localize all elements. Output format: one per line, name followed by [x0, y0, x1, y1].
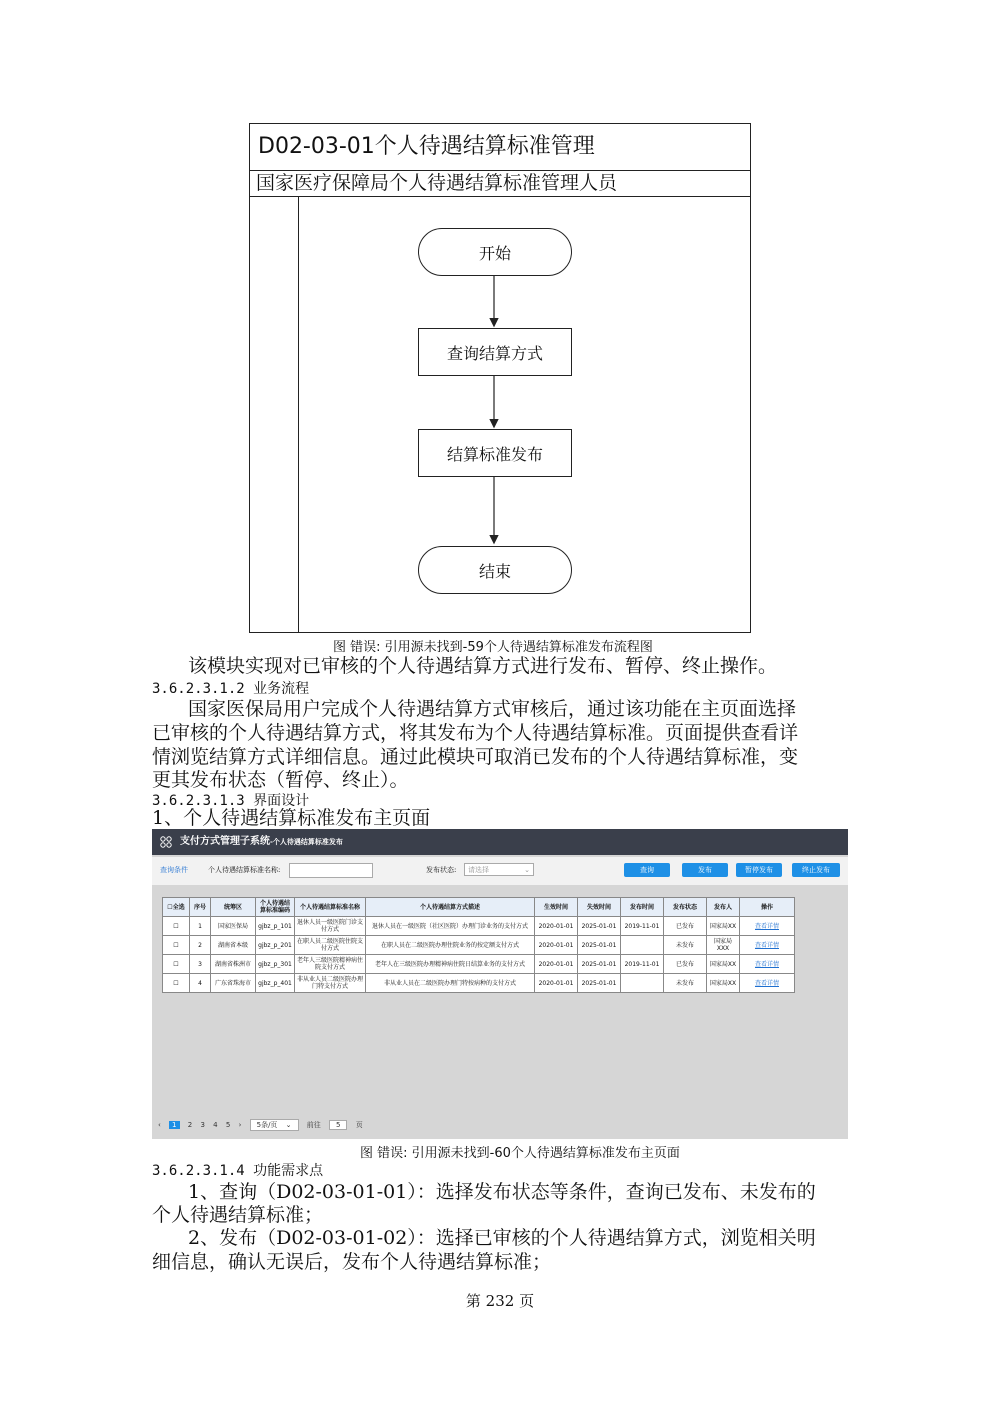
func-line2: 个人待遇结算标准；	[152, 1204, 324, 1226]
flowchart-title: D02-03-01个人待遇结算标准管理	[250, 124, 750, 171]
row-checkbox[interactable]: ☐	[163, 974, 190, 993]
view-details-link[interactable]: 查看详情	[740, 974, 795, 993]
name-input[interactable]	[289, 863, 373, 878]
app-logo-icon	[160, 836, 172, 848]
cell: 退休人员一级医院门诊支付方式	[295, 917, 366, 936]
pause-publish-button[interactable]: 暂停发布	[736, 863, 782, 877]
cell: 2	[190, 936, 211, 955]
publish-button[interactable]: 发布	[682, 863, 728, 877]
cell: 国家局XXX	[707, 936, 740, 955]
figure-caption-60: 图 错误: 引用源未找到-60个人待遇结算标准发布主页面	[360, 1146, 680, 1161]
header-publisher: 发布人	[707, 898, 740, 917]
para2-line3: 情浏览结算方式详细信息。通过此模块可取消已发布的个人待遇结算标准，变	[152, 746, 799, 768]
cell: 2020-01-01	[535, 955, 578, 974]
prev-page-icon[interactable]: ‹	[158, 1121, 161, 1129]
header-code: 个人待遇结算标准编码	[256, 898, 295, 917]
cell	[621, 936, 664, 955]
view-details-link[interactable]: 查看详情	[740, 917, 795, 936]
header-name: 个人待遇结算标准名称	[295, 898, 366, 917]
para2-line1: 国家医保局用户完成个人待遇结算方式审核后，通过该功能在主页面选择	[188, 698, 797, 720]
cell: 2020-01-01	[535, 974, 578, 993]
chevron-down-icon: ⌄	[524, 866, 530, 874]
cell: 国家局XX	[707, 955, 740, 974]
goto-label: 前往	[306, 1121, 321, 1129]
flowchart	[249, 123, 751, 633]
para2-line2: 已审核的个人待遇结算方式，将其发布为个人待遇结算标准。页面提供查看详	[152, 722, 799, 744]
view-details-link[interactable]: 查看详情	[740, 936, 795, 955]
ui-item1: 1、个人待遇结算标准发布主页面	[152, 807, 431, 829]
cell: 4	[190, 974, 211, 993]
table-row	[163, 917, 795, 936]
row-checkbox[interactable]: ☐	[163, 936, 190, 955]
cell: 老年人三级医院精神病住院支付方式	[295, 955, 366, 974]
page-3[interactable]: 3	[200, 1121, 205, 1129]
select-all-header[interactable]: ☐全选	[163, 898, 190, 917]
heading-business-flow: 3.6.2.3.1.2 业务流程	[152, 681, 310, 697]
header-region: 统筹区	[211, 898, 256, 917]
table-header-row	[163, 898, 795, 917]
cell: gjbz_p_301	[256, 955, 295, 974]
status-label: 发布状态:	[426, 866, 457, 874]
goto-input[interactable]: 5	[329, 1120, 347, 1130]
page-size-select[interactable]: 5条/页 ⌄	[250, 1119, 299, 1131]
cell: 国家局XX	[707, 974, 740, 993]
cell: 2019-11-01	[621, 917, 664, 936]
header-status: 发布状态	[664, 898, 707, 917]
table-row	[163, 974, 795, 993]
cell: 已发布	[664, 955, 707, 974]
node-query: 查询结算方式	[418, 328, 572, 376]
header-index: 序号	[190, 898, 211, 917]
heading-func-req: 3.6.2.3.1.4 功能需求点	[152, 1163, 324, 1179]
func-line4: 细信息，确认无误后，发布个人待遇结算标准；	[152, 1251, 552, 1273]
view-details-link[interactable]: 查看详情	[740, 955, 795, 974]
query-label: 查询条件	[160, 866, 188, 874]
para2-line4: 更其发布状态（暂停、终止）。	[152, 769, 409, 791]
cell: 湖南省本级	[211, 936, 256, 955]
cell: 2025-01-01	[578, 917, 621, 936]
page-5[interactable]: 5	[225, 1121, 231, 1129]
node-start: 开始	[418, 228, 572, 276]
cell: 3	[190, 955, 211, 974]
cell: 2020-01-01	[535, 917, 578, 936]
cell: 2019-11-01	[621, 955, 664, 974]
standards-table	[162, 897, 795, 993]
node-publish: 结算标准发布	[418, 429, 572, 477]
func-line3: 2、发布（D02-03-01-02）：选择已审核的个人待遇结算方式，浏览相关明	[188, 1227, 816, 1249]
cell: 在职人员在二级医院办理住院业务的按定额支付方式	[366, 936, 535, 955]
pagination	[158, 1119, 369, 1131]
next-page-icon[interactable]: ›	[238, 1121, 242, 1129]
header-effective: 生效时间	[535, 898, 578, 917]
cell: 非从业人员二级医院办理门特支付方式	[295, 974, 366, 993]
ui-screenshot	[152, 829, 848, 1139]
func-line1: 1、查询（D02-03-01-01）：选择发布状态等条件，查询已发布、未发布的	[188, 1181, 816, 1203]
status-select[interactable]: 请选择 ⌄	[464, 863, 534, 876]
figure-caption-59: 图 错误: 引用源未找到-59个人待遇结算标准发布流程图	[333, 640, 653, 655]
cell: 1	[190, 917, 211, 936]
cell: 退休人员在一级医院（社区医院）办理门诊业务的支付方式	[366, 917, 535, 936]
cell: gjbz_p_401	[256, 974, 295, 993]
page-4[interactable]: 4	[213, 1121, 218, 1129]
cell: 国家医保局	[211, 917, 256, 936]
cell: 2025-01-01	[578, 974, 621, 993]
row-checkbox[interactable]: ☐	[163, 917, 190, 936]
page-1[interactable]: 1	[169, 1121, 179, 1129]
node-end: 结束	[418, 546, 572, 594]
cell: 湖南省株洲市	[211, 955, 256, 974]
cell: 广东省珠海市	[211, 974, 256, 993]
cell: 2020-01-01	[535, 936, 578, 955]
cell: gjbz_p_201	[256, 936, 295, 955]
table-row	[163, 936, 795, 955]
page-2[interactable]: 2	[187, 1121, 193, 1129]
stop-publish-button[interactable]: 终止发布	[792, 863, 840, 877]
intro-paragraph: 该模块实现对已审核的个人待遇结算方式进行发布、暂停、终止操作。	[188, 655, 778, 677]
cell: 2025-01-01	[578, 936, 621, 955]
cell: 老年人在三级医院办理精神病住院日结算业务的支付方式	[366, 955, 535, 974]
header-action: 操作	[740, 898, 795, 917]
flowchart-role: 国家医疗保障局个人待遇结算标准管理人员	[250, 171, 750, 197]
cell: 已发布	[664, 917, 707, 936]
header-publish-time: 发布时间	[621, 898, 664, 917]
cell: 非从业人员在二级医院办理门特按病种的支付方式	[366, 974, 535, 993]
cell: 在职人员二级医院住院支付方式	[295, 936, 366, 955]
page-footer: 第 232 页	[465, 1292, 535, 1310]
query-button[interactable]: 查询	[624, 863, 670, 877]
cell: 2025-01-01	[578, 955, 621, 974]
system-title: 支付方式管理子系统	[180, 836, 270, 847]
page-unit: 页	[355, 1121, 363, 1129]
system-header	[152, 829, 848, 855]
table-row	[163, 955, 795, 974]
heading-ui-design: 3.6.2.3.1.3 界面设计	[152, 793, 310, 809]
cell: 未发布	[664, 974, 707, 993]
name-label: 个人待遇结算标准名称:	[208, 866, 281, 874]
header-expire: 失效时间	[578, 898, 621, 917]
cell	[621, 974, 664, 993]
cell: 未发布	[664, 936, 707, 955]
cell: gjbz_p_101	[256, 917, 295, 936]
row-checkbox[interactable]: ☐	[163, 955, 190, 974]
page-subtitle: -个人待遇结算标准发布	[270, 838, 343, 846]
cell: 国家局XX	[707, 917, 740, 936]
header-description: 个人待遇结算方式描述	[366, 898, 535, 917]
